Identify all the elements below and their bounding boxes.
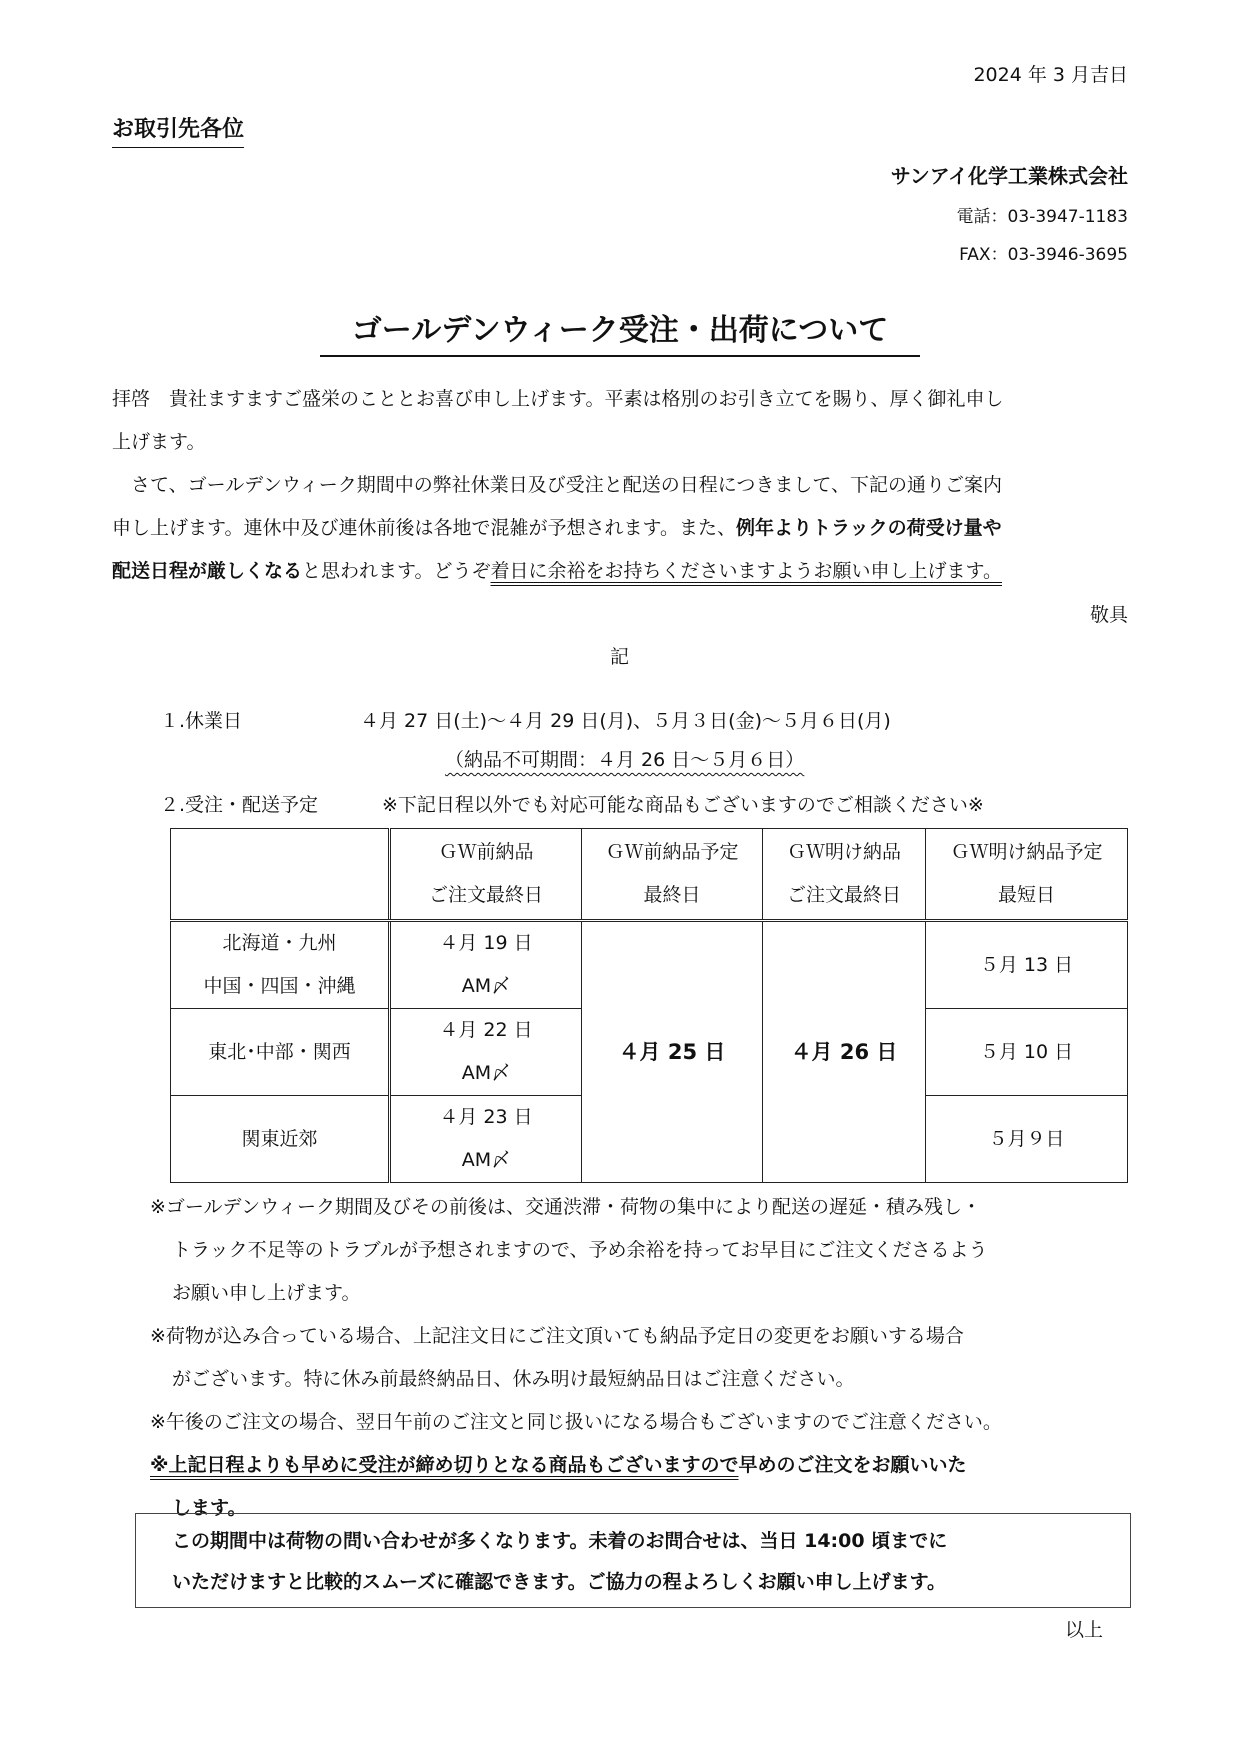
company-fax: FAX：03-3946-3695 [959,245,1128,265]
note-line: します。 [172,1497,247,1519]
closing-keigu: 敬具 [1089,604,1128,626]
note-1 [150,1186,1140,1315]
order-deadline-cell: ４月 19 日 AM〆 [390,921,582,1009]
item2-label: ２.受注・配送予定 [160,794,319,816]
item2-note: ※下記日程以外でも対応可能な商品もございますのでご相談ください※ [382,794,984,816]
recipient [112,112,244,148]
table-header-cell: ＧＷ前納品予定 最終日 [582,829,763,921]
company-name: サンアイ化学工業株式会社 [890,164,1128,188]
body-line: 上げます。 [112,431,206,453]
item1-dates: ４月 27 日(土)～４月 29 日(月)、５月３日(金)～５月６日(月) [360,710,891,732]
recipient-text: お取引先各位 [112,117,245,142]
region-cell: 東北･中部・関西 [171,1009,390,1096]
table-header-cell: ＧＷ前納品 ご注文最終日 [390,829,582,921]
note-line: がございます。特に休み前最終納品日、休み明け最短納品日はご注意ください。 [172,1368,855,1390]
body-line: さて、ゴールデンウィーク期間中の弊社休業日及び受注と配送の日程につきまして、下記の通りご案内 [112,474,1002,496]
notice-box [135,1513,1131,1608]
note-line: ※午後のご注文の場合、翌日午前のご注文と同じ扱いになる場合もございますのでご注意ください。 [150,1411,1002,1433]
note-text: 早めのご注文をお願いいた [738,1454,967,1476]
earliest-delivery-cell: ５月９日 [926,1096,1128,1183]
note-line: ※荷物が込み合っている場合、上記注文日にご注文頂いても納品予定日の変更をお願いする場合 [150,1325,964,1347]
region-cell: 関東近郊 [171,1096,390,1183]
notice-line: いただけますと比較的スムーズに確認できます。ご協力の程よろしくお願い申し上げます。 [172,1571,947,1593]
notice-line: この期間中は荷物の問い合わせが多くなります。未着のお問合せは、当日 14:00 頃までに [172,1530,948,1552]
company-tel: 電話：03-3947-1183 [956,207,1128,227]
note-3 [150,1401,1140,1444]
body-paragraph [112,378,1130,593]
item1-no-delivery [445,745,804,772]
end-mark: 以上 [1064,1619,1103,1641]
document-date: 2024 年 3 月吉日 [973,64,1128,86]
earliest-delivery-cell: ５月 10 日 [926,1009,1128,1096]
table-header-cell [171,829,390,921]
note-line [150,1444,1140,1487]
item1-label: １.休業日 [160,710,243,732]
ki-heading: 記 [610,646,630,668]
page-title-text: ゴールデンウィーク受注・出荷について [351,313,889,348]
table-header-cell: ＧＷ明け納品予定 最短日 [926,829,1128,921]
underlined-note: ※上記日程よりも早めに受注が締め切りとなる商品もございますので [150,1454,739,1476]
note-line: お願い申し上げます。 [172,1282,361,1304]
region-cell: 北海道・九州 中国・四国・沖縄 [171,921,390,1009]
page-title [320,305,920,357]
body-line [112,550,1130,593]
note-line: トラック不足等のトラブルが予想されますので、予め余裕を持ってお早目にご注文くださるよう [172,1239,988,1261]
note-2 [150,1315,1140,1401]
no-delivery-period: （納品不可期間：４月 26 日～５月６日） [445,749,805,771]
pre-gw-delivery-last-cell: ４月 25 日 [582,921,763,1183]
body-line [112,507,1130,550]
note-line: ※ゴールデンウィーク期間及びその前後は、交通渋滞・荷物の集中により配送の遅延・積み残し・ [150,1196,982,1218]
emphasis-text: 配送日程が厳しくなる [112,560,303,582]
table-header-cell: ＧＷ明け納品 ご注文最終日 [763,829,926,921]
earliest-delivery-cell: ５月 13 日 [926,921,1128,1009]
body-text: と思われます。どうぞ [302,560,491,582]
post-gw-order-last-cell: ４月 26 日 [763,921,926,1183]
emphasis-text: 例年よりトラックの荷受け量や [735,517,1002,539]
body-line: 拝啓 貴社ますますご盛栄のこととお喜び申し上げます。平素は格別のお引き立てを賜り、厚く御礼申し [112,388,1004,410]
schedule-table [170,828,1128,1183]
order-deadline-cell: ４月 22 日 AM〆 [390,1009,582,1096]
table-row [171,921,1128,1009]
order-deadline-cell: ４月 23 日 AM〆 [390,1096,582,1183]
table-header-row [171,829,1128,921]
body-text: 申し上げます。連休中及び連休前後は各地で混雑が予想されます。また、 [112,517,736,539]
underlined-request: 着日に余裕をお持ちくださいますようお願い申し上げます。 [490,560,1002,582]
